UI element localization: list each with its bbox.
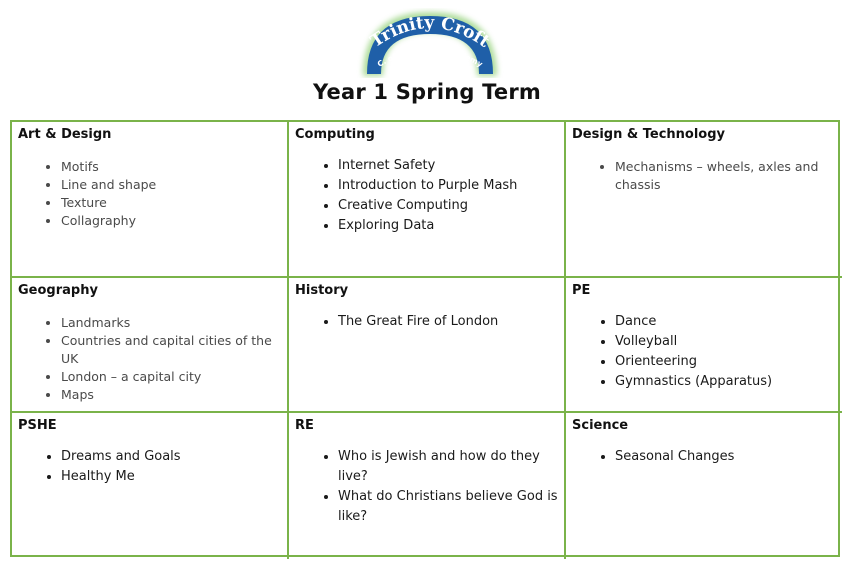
topic-item: • Introduction to Purple Mash: [338, 176, 558, 196]
subject-cell-history: [289, 278, 566, 413]
subject-cell-science: [566, 413, 842, 559]
topic-item: • Texture: [61, 194, 281, 212]
subject-cell-computing: [289, 122, 566, 278]
topic-item: • Countries and capital cities of the UK: [61, 332, 281, 368]
topic-item: • Gymnastics (Apparatus): [615, 372, 836, 392]
topic-item: • Motifs: [61, 158, 281, 176]
subject-title: Computing: [295, 127, 375, 142]
topic-item: • Mechanisms – wheels, axles and chassis: [615, 158, 836, 194]
topic-list: [18, 158, 281, 230]
subject-grid: [10, 120, 840, 557]
topic-item: • Who is Jewish and how do they live?: [338, 447, 558, 487]
topic-item: • What do Christians believe God is like?: [338, 487, 558, 527]
topic-item: • Collagraphy: [61, 212, 281, 230]
topic-item: • Volleyball: [615, 332, 836, 352]
svg-text:C. of E. Primary Academy: [376, 45, 484, 69]
school-logo: [355, 8, 505, 78]
subject-title: PE: [572, 283, 591, 298]
topic-list: [18, 447, 281, 487]
topic-item: • Seasonal Changes: [615, 447, 836, 467]
subject-title: Science: [572, 418, 629, 433]
subject-cell-art-design: [12, 122, 289, 278]
topic-item: • Internet Safety: [338, 156, 558, 176]
subject-title: Art & Design: [18, 127, 112, 142]
topic-item: • Maps: [61, 386, 281, 404]
subject-title: Design & Technology: [572, 127, 726, 142]
topic-item: • London – a capital city: [61, 368, 281, 386]
topic-item: • Orienteering: [615, 352, 836, 372]
topic-item: • Healthy Me: [61, 467, 281, 487]
topic-item: • Creative Computing: [338, 196, 558, 216]
subject-cell-re: [289, 413, 566, 559]
logo-name: Trinity Croft: [367, 12, 494, 52]
topic-list: [295, 156, 558, 236]
subject-title: Geography: [18, 283, 98, 298]
topic-item: • The Great Fire of London: [338, 312, 558, 332]
subject-cell-geography: [12, 278, 289, 413]
topic-list: [572, 312, 836, 392]
subject-cell-pe: [566, 278, 842, 413]
subject-title: RE: [295, 418, 314, 433]
topic-item: • Line and shape: [61, 176, 281, 194]
topic-item: • Dance: [615, 312, 836, 332]
topic-list: [572, 447, 836, 467]
subject-cell-pshe: [12, 413, 289, 559]
subject-cell-design-technology: [566, 122, 842, 278]
topic-list: [295, 312, 558, 332]
topic-list: [572, 158, 836, 194]
subject-title: History: [295, 283, 349, 298]
subject-title: PSHE: [18, 418, 57, 433]
topic-item: • Dreams and Goals: [61, 447, 281, 467]
logo-tagline: C. of E. Primary Academy: [375, 44, 485, 69]
page-title: Year 1 Spring Term: [313, 80, 541, 104]
topic-item: • Exploring Data: [338, 216, 558, 236]
topic-list: [18, 314, 281, 404]
topic-item: • Landmarks: [61, 314, 281, 332]
topic-list: [295, 447, 558, 527]
